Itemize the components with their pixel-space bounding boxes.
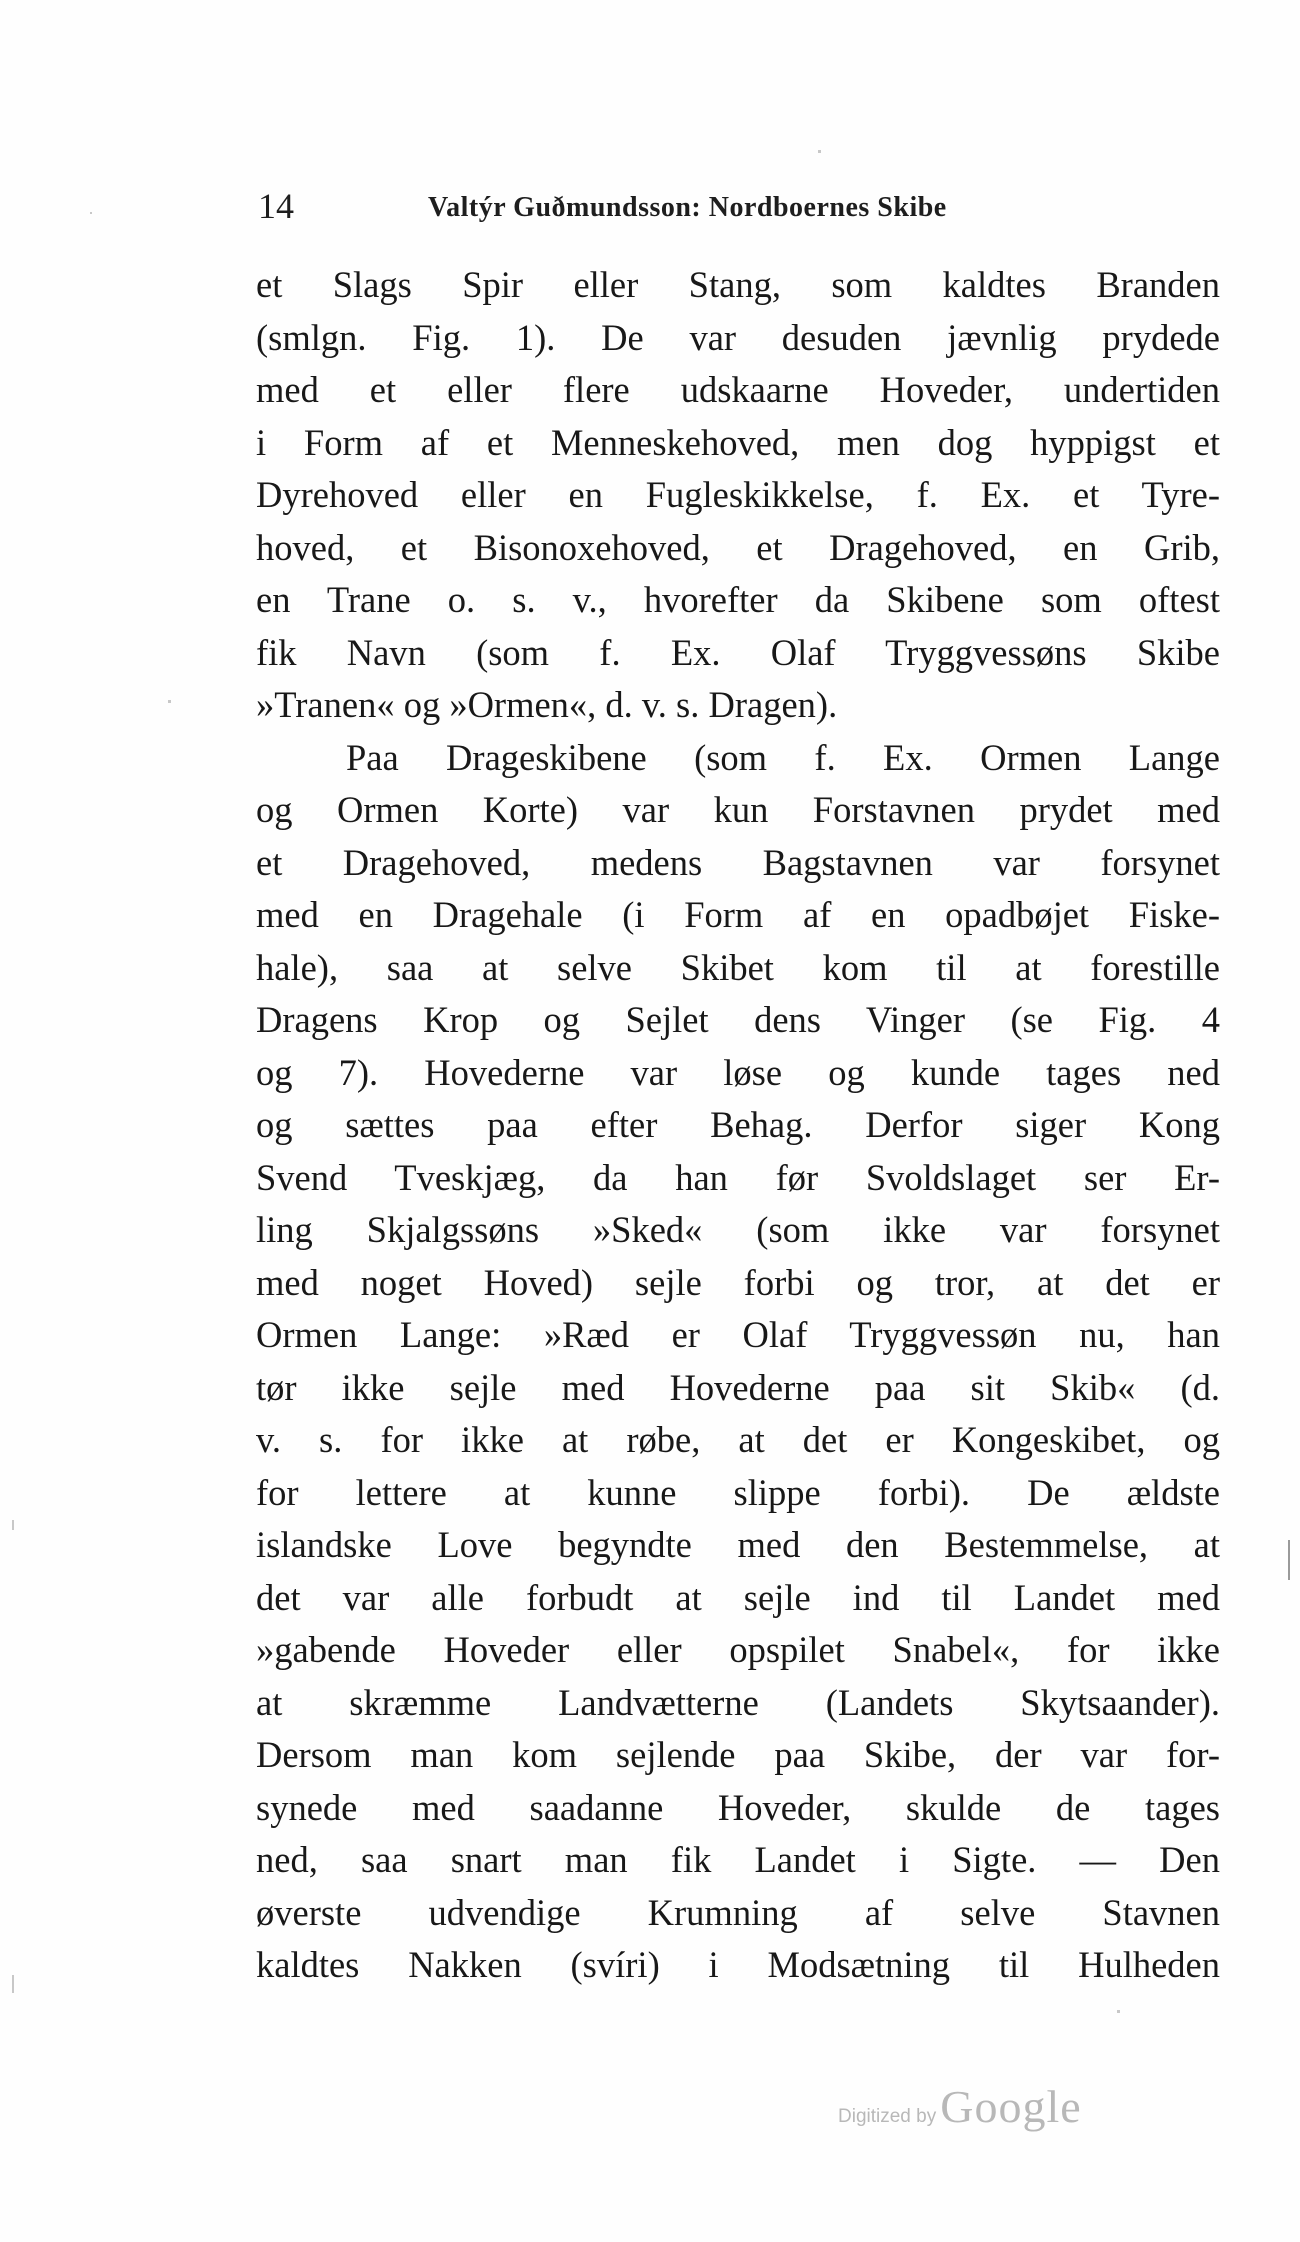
text-line: i Form af et Menneskehoved, men dog hyppigst et bbox=[256, 421, 1220, 463]
text-line: en Trane o. s. v., hvorefter da Skibene som oftest bbox=[256, 579, 1220, 620]
text-line: (smlgn. Fig. 1). De var desuden jævnlig prydede bbox=[256, 316, 1220, 358]
text-line: hoved, et Bisonoxehoved, et Dragehoved, en Grib, bbox=[256, 526, 1220, 568]
text-line: fik Navn (som f. Ex. Olaf Tryggvessøns Skibe bbox=[256, 631, 1220, 673]
text-line: for lettere at kunne slippe forbi). De ældste bbox=[256, 1471, 1220, 1513]
text-line: og Ormen Korte) var kun Forstavnen prydet med bbox=[256, 789, 1220, 830]
page-header bbox=[258, 180, 1200, 230]
text-line: Ormen Lange: »Ræd er Olaf Tryggvessøn nu, han bbox=[256, 1314, 1220, 1355]
scan-speck bbox=[1117, 2010, 1120, 2013]
text-line: med noget Hoved) sejle forbi og tror, at det er bbox=[256, 1261, 1220, 1303]
text-line: med en Dragehale (i Form af en opadbøjet Fiske- bbox=[256, 894, 1220, 935]
text-line: et Slags Spir eller Stang, som kaldtes Branden bbox=[256, 264, 1220, 305]
text-line: synede med saadanne Hoveder, skulde de tages bbox=[256, 1786, 1220, 1828]
text-line: ling Skjalgssøns »Sked« (som ikke var forsynet bbox=[256, 1209, 1220, 1250]
text-line: Dragens Krop og Sejlet dens Vinger (se Fig. 4 bbox=[256, 999, 1220, 1040]
text-line: det var alle forbudt at sejle ind til Landet med bbox=[256, 1576, 1220, 1618]
page-number: 14 bbox=[258, 186, 294, 226]
text-line: »Tranen« og »Ormen«, d. v. s. Dragen). bbox=[256, 684, 838, 725]
text-line: at skræmme Landvætterne (Landets Skytsaander). bbox=[256, 1681, 1220, 1723]
scan-speck bbox=[12, 1975, 14, 1993]
scan-speck bbox=[90, 212, 92, 214]
text-line: hale), saa at selve Skibet kom til at forestille bbox=[256, 946, 1220, 988]
text-line: Paa Drageskibene (som f. Ex. Ormen Lange bbox=[346, 736, 1220, 778]
digitized-by-google-watermark bbox=[838, 2080, 1082, 2140]
text-line: med et eller flere udskaarne Hoveder, undertiden bbox=[256, 369, 1220, 410]
text-line: v. s. for ikke at røbe, at det er Kongeskibet, og bbox=[256, 1419, 1220, 1460]
text-line: øverste udvendige Krumning af selve Stavnen bbox=[256, 1891, 1220, 1933]
scan-speck bbox=[818, 150, 821, 153]
text-line: ned, saa snart man fik Landet i Sigte. — Den bbox=[256, 1839, 1220, 1880]
text-line: kaldtes Nakken (svíri) i Modsætning til Hulheden bbox=[256, 1944, 1220, 1985]
google-wordmark: Google bbox=[940, 2081, 1082, 2132]
scan-speck bbox=[12, 1520, 14, 1530]
text-line: og 7). Hovederne var løse og kunde tages ned bbox=[256, 1051, 1220, 1093]
text-line: Svend Tveskjæg, da han før Svoldslaget ser Er- bbox=[256, 1156, 1220, 1198]
text-line: islandske Love begyndte med den Bestemmelse, at bbox=[256, 1524, 1220, 1565]
text-line: Dyrehoved eller en Fugleskikkelse, f. Ex. et Tyre- bbox=[256, 474, 1220, 515]
running-head: Valtýr Guðmundsson: Nordboernes Skibe bbox=[428, 192, 947, 223]
text-line: og sættes paa efter Behag. Derfor siger Kong bbox=[256, 1104, 1220, 1145]
text-line: »gabende Hoveder eller opspilet Snabel«, for ikke bbox=[256, 1629, 1220, 1670]
digitized-by-label: Digitized by bbox=[838, 2106, 937, 2127]
text-line: et Dragehoved, medens Bagstavnen var forsynet bbox=[256, 841, 1220, 883]
text-line: Dersom man kom sejlende paa Skibe, der var for- bbox=[256, 1734, 1220, 1775]
text-line: tør ikke sejle med Hovederne paa sit Skib« (d. bbox=[256, 1366, 1220, 1408]
scan-speck bbox=[1288, 1540, 1290, 1580]
body-text bbox=[256, 259, 1220, 1992]
scan-speck bbox=[168, 700, 171, 703]
